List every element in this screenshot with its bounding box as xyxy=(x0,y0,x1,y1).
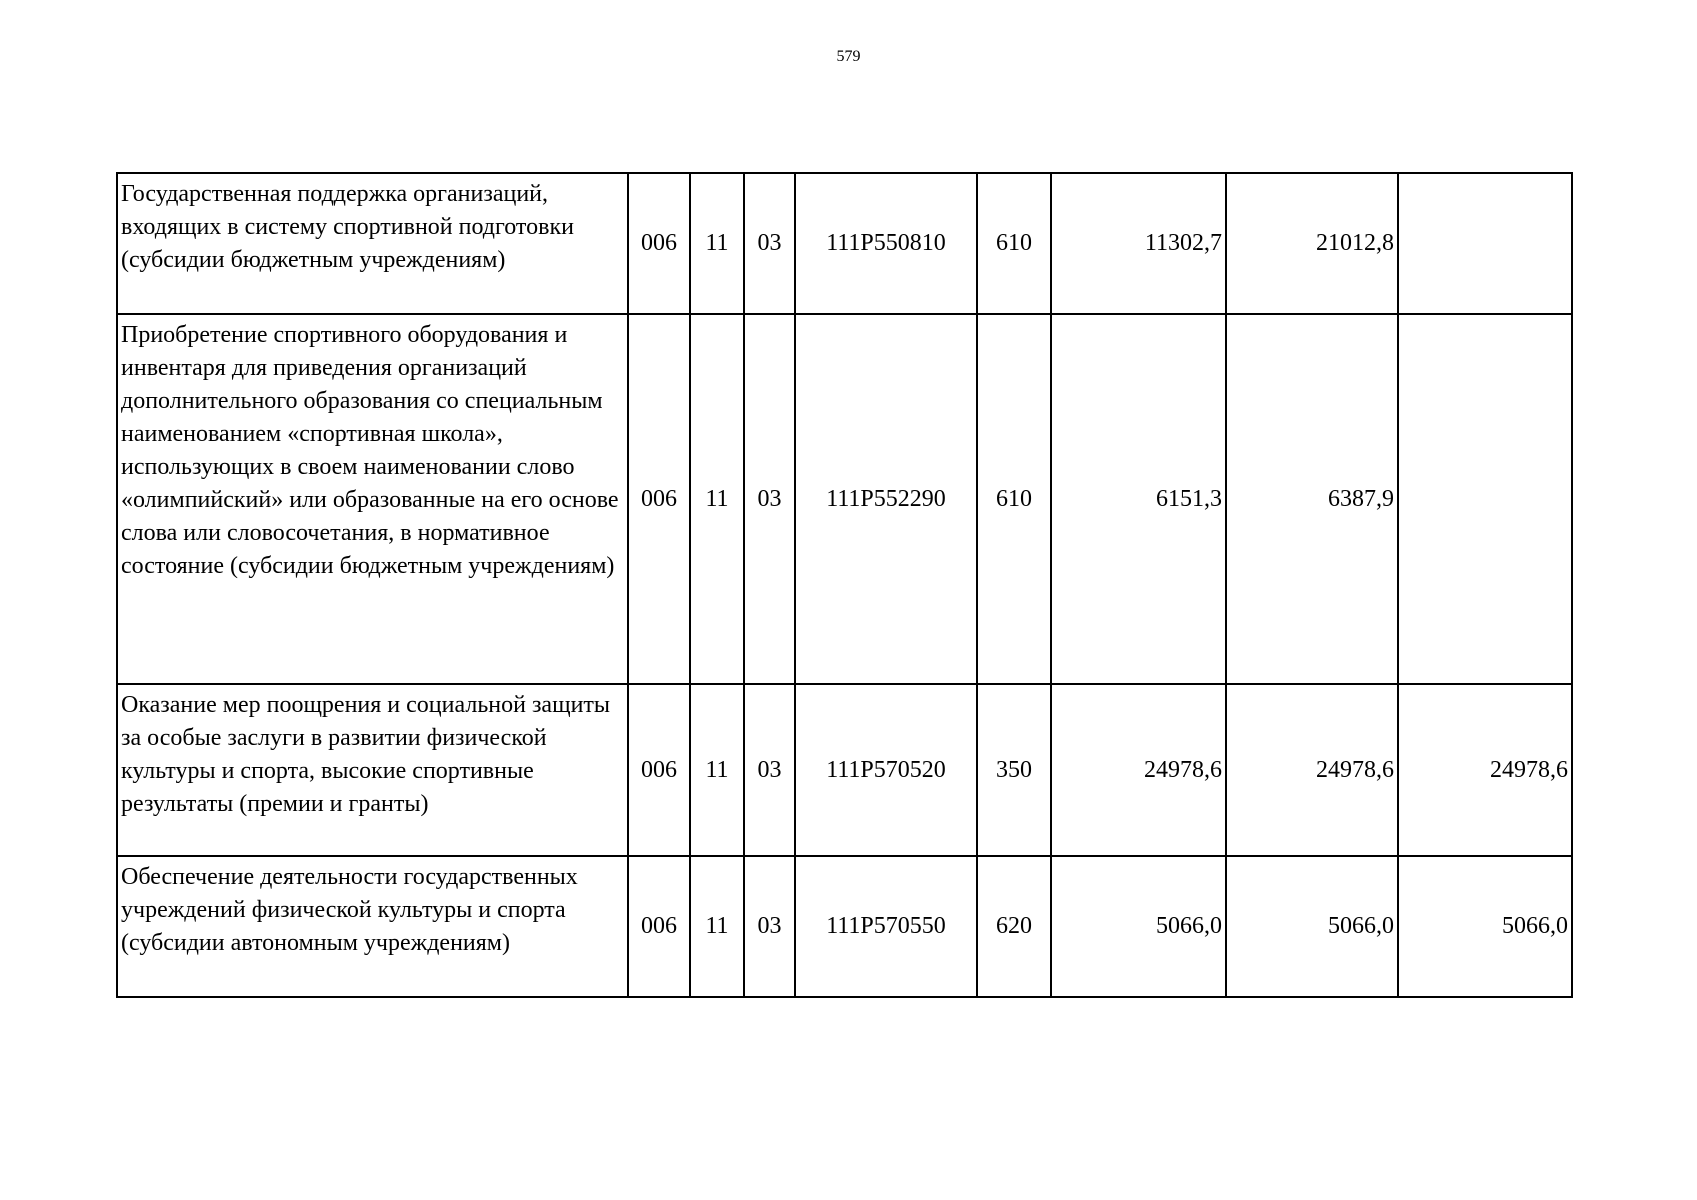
target-article-code: 111P570520 xyxy=(795,684,977,856)
amount-2: 24978,6 xyxy=(1226,684,1398,856)
page-number: 579 xyxy=(836,48,861,65)
row-description: Приобретение спортивного оборудования и инвентаря для приведения организаций дополнительного образования со специальным наименованием «спортивная школа», использующих в своем наименовании слово «олимпийский» или образованные на его основе слова или словосочетания, в нормативное состояние (субсидии бюджетным учреждениям) xyxy=(117,314,628,684)
row-description: Обеспечение деятельности государственных учреждений физической культуры и спорта (субсидии автономным учреждениям) xyxy=(117,856,628,997)
target-article-code: 111P550810 xyxy=(795,173,977,314)
expense-type-code: 610 xyxy=(977,173,1051,314)
ministry-code: 006 xyxy=(628,173,690,314)
section-code: 11 xyxy=(690,314,744,684)
amount-1: 11302,7 xyxy=(1051,173,1226,314)
amount-3: 5066,0 xyxy=(1398,856,1572,997)
subsection-code: 03 xyxy=(744,173,795,314)
amount-3 xyxy=(1398,314,1572,684)
target-article-code: 111P570550 xyxy=(795,856,977,997)
ministry-code: 006 xyxy=(628,856,690,997)
subsection-code: 03 xyxy=(744,314,795,684)
subsection-code: 03 xyxy=(744,856,795,997)
section-code: 11 xyxy=(690,173,744,314)
table-row xyxy=(117,856,1572,997)
subsection-code: 03 xyxy=(744,684,795,856)
expense-type-code: 610 xyxy=(977,314,1051,684)
expense-type-code: 620 xyxy=(977,856,1051,997)
amount-2: 21012,8 xyxy=(1226,173,1398,314)
table-row xyxy=(117,314,1572,684)
amount-2: 5066,0 xyxy=(1226,856,1398,997)
target-article-code: 111P552290 xyxy=(795,314,977,684)
amount-3 xyxy=(1398,173,1572,314)
ministry-code: 006 xyxy=(628,684,690,856)
amount-1: 6151,3 xyxy=(1051,314,1226,684)
amount-1: 5066,0 xyxy=(1051,856,1226,997)
row-description: Оказание мер поощрения и социальной защиты за особые заслуги в развитии физической культуры и спорта, высокие спортивные результаты (премии и гранты) xyxy=(117,684,628,856)
section-code: 11 xyxy=(690,684,744,856)
amount-1: 24978,6 xyxy=(1051,684,1226,856)
row-description: Государственная поддержка организаций, входящих в систему спортивной подготовки (субсидии бюджетным учреждениям) xyxy=(117,173,628,314)
table-row xyxy=(117,684,1572,856)
ministry-code: 006 xyxy=(628,314,690,684)
amount-3: 24978,6 xyxy=(1398,684,1572,856)
amount-2: 6387,9 xyxy=(1226,314,1398,684)
table-row xyxy=(117,173,1572,314)
budget-table xyxy=(116,172,1573,998)
section-code: 11 xyxy=(690,856,744,997)
expense-type-code: 350 xyxy=(977,684,1051,856)
